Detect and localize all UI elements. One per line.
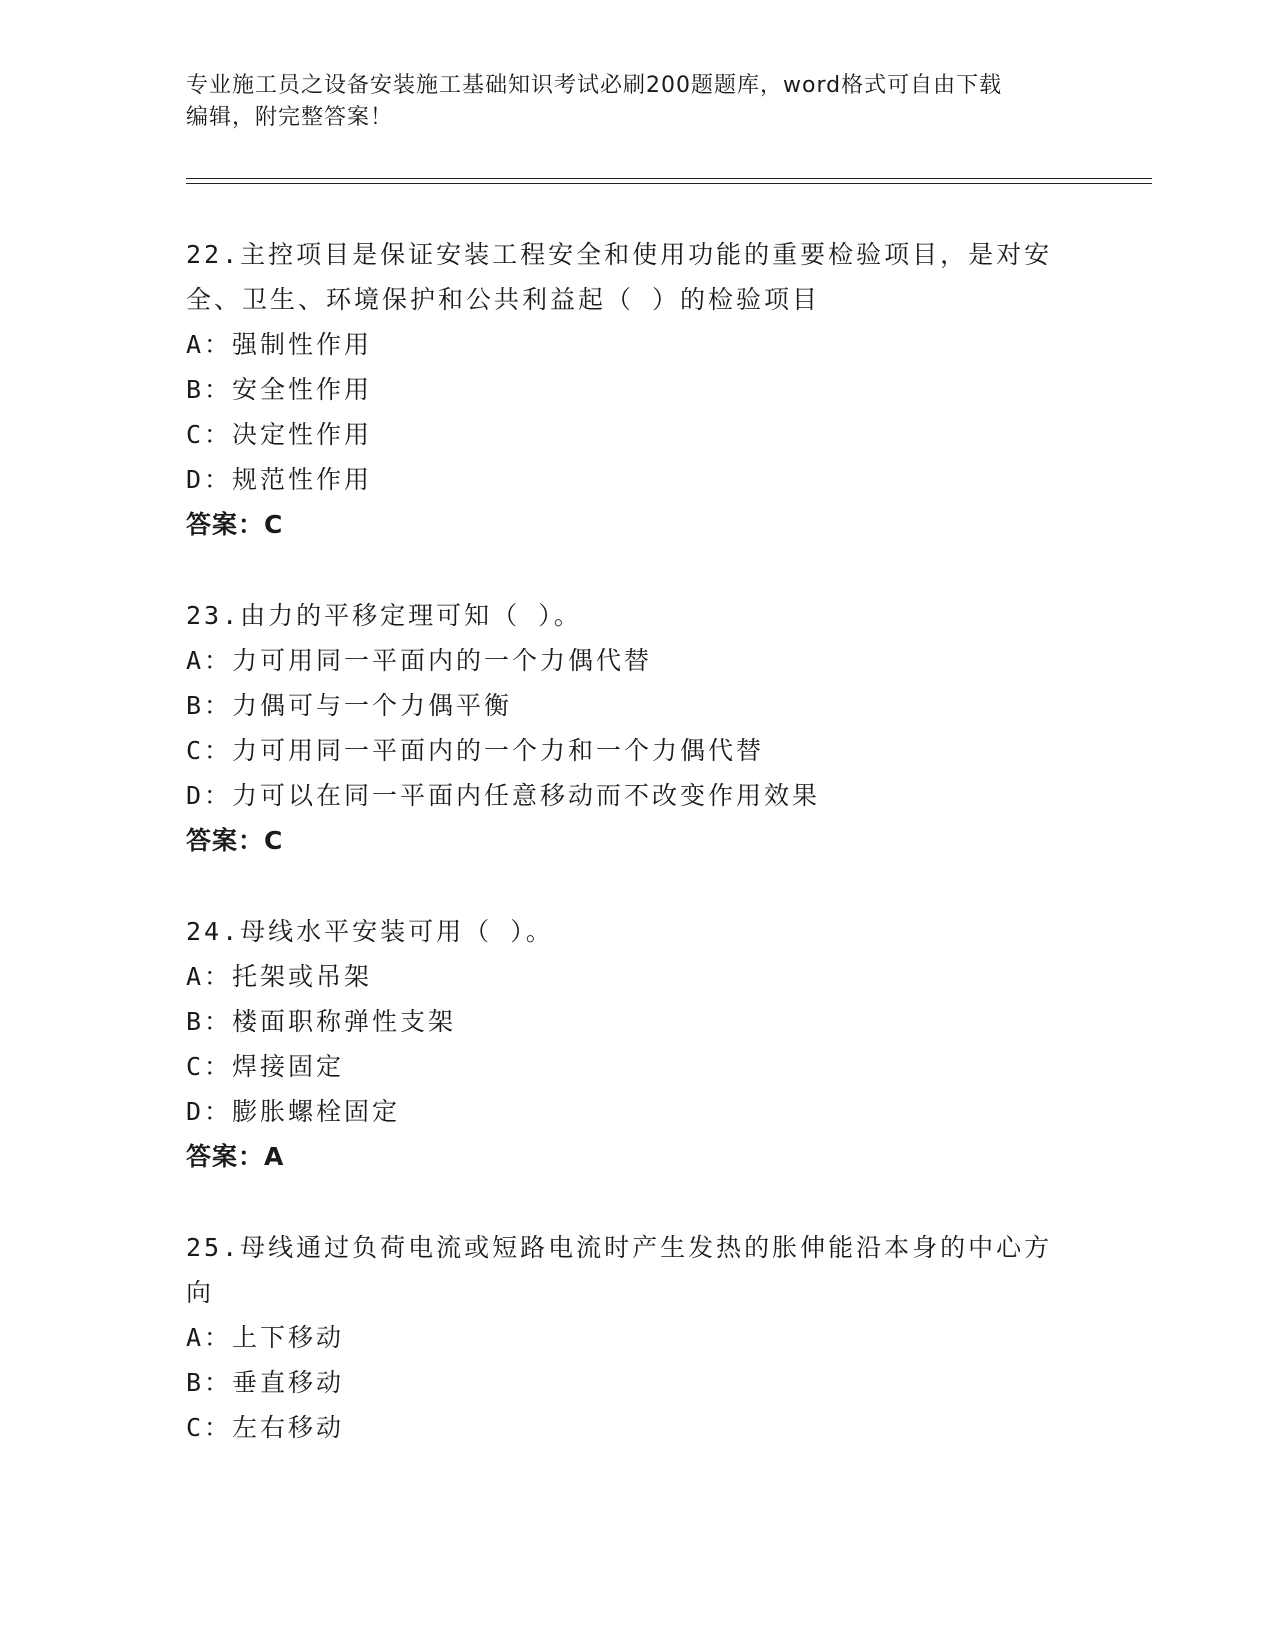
document-header: 专业施工员之设备安装施工基础知识考试必刷200题题库，word格式可自由下载 编辑，附完整答案！	[186, 73, 1003, 130]
header-divider-bottom	[186, 183, 1152, 184]
question-stem-line: 25.母线通过负荷电流或短路电流时产生发热的胀伸能沿本身的中心方	[186, 1233, 1053, 1262]
question-24	[186, 909, 1086, 1179]
option-a: A：托架或吊架	[186, 962, 373, 991]
question-stem-line: 向	[186, 1278, 215, 1307]
option-a: A：上下移动	[186, 1323, 345, 1352]
question-22	[186, 232, 1086, 547]
answer-line: 答案：C	[186, 826, 284, 855]
option-b: B：安全性作用	[186, 375, 373, 404]
option-d: D：膨胀螺栓固定	[186, 1097, 401, 1126]
question-25	[186, 1225, 1086, 1450]
option-c: C：决定性作用	[186, 420, 373, 449]
answer-line: 答案：A	[186, 1142, 285, 1171]
option-a: A：强制性作用	[186, 330, 373, 359]
question-stem-line: 23.由力的平移定理可知（ ）。	[186, 601, 582, 630]
question-23	[186, 593, 1086, 863]
option-b: B：楼面职称弹性支架	[186, 1007, 457, 1036]
option-c: C：左右移动	[186, 1413, 345, 1442]
option-b: B：垂直移动	[186, 1368, 345, 1397]
question-stem-line: 全、卫生、环境保护和公共利益起（ ）的检验项目	[186, 285, 821, 314]
option-b: B：力偶可与一个力偶平衡	[186, 691, 513, 720]
header-divider-top	[186, 178, 1152, 179]
question-stem-line: 22.主控项目是保证安装工程安全和使用功能的重要检验项目，是对安	[186, 240, 1053, 269]
option-d: D：力可以在同一平面内任意移动而不改变作用效果	[186, 781, 821, 810]
option-c: C：焊接固定	[186, 1052, 345, 1081]
answer-line: 答案：C	[186, 510, 284, 539]
option-c: C：力可用同一平面内的一个力和一个力偶代替	[186, 736, 765, 765]
option-a: A：力可用同一平面内的一个力偶代替	[186, 646, 653, 675]
question-stem-line: 24.母线水平安装可用（ ）。	[186, 917, 554, 946]
option-d: D：规范性作用	[186, 465, 373, 494]
